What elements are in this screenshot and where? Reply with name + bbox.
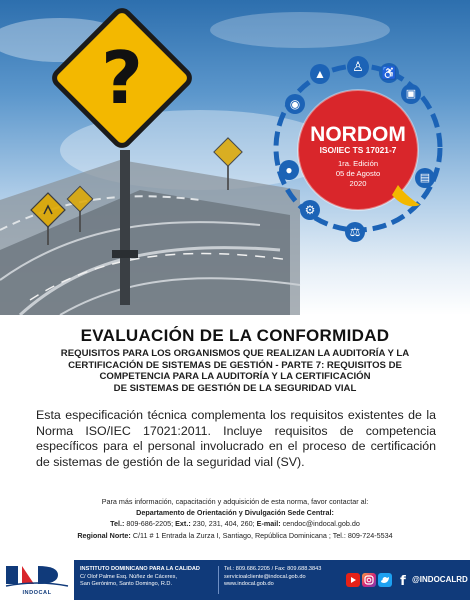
contact-department: Departamento de Orientación y Divulgación Sede Central: [136, 508, 334, 518]
contact-block [8, 496, 462, 541]
youtube-icon[interactable] [346, 573, 360, 587]
indocal-logo [0, 560, 74, 600]
walker-icon: ♙ [347, 56, 369, 78]
badge-edition: 1ra. Edición [337, 159, 379, 168]
subtitle-line: REQUISITOS PARA LOS ORGANISMOS QUE REALIZAN LA AUDITORÍA Y LA [60, 348, 410, 359]
contact-regional: Regional Norte: C/11 # 1 Entrada la Zurza I, Santiago, República Dominicana ; Tel.: 809-724-5534 [77, 530, 393, 540]
footer-bar [0, 560, 470, 600]
contact-email[interactable]: cendoc@indocal.gob.do [280, 519, 360, 529]
badge-name: NORDOM [310, 123, 406, 146]
social-handle[interactable]: @INDOCALRD [412, 575, 468, 584]
instagram-icon[interactable] [362, 573, 376, 587]
svg-text:?: ? [101, 36, 143, 120]
contact-phones: Tel.: 809-686-2205; Ext.: 230, 231, 404, 260; E-mail: cendoc@indocal.gob.do [110, 519, 360, 529]
settings-icon: ⚙ [300, 200, 320, 220]
subtitle-line: COMPETENCIA PARA LA AUDITORÍA Y LA CERTIFICACIÓN [99, 371, 371, 383]
footer-website-link[interactable]: www.indocal.gob.do [224, 581, 274, 588]
footer-email-link[interactable]: servicioalcliente@indocal.gob.do [224, 573, 306, 580]
factory-icon: ▤ [415, 168, 435, 188]
footer-institute: INSTITUTO DOMINICANO PARA LA CALIDAD C/ Olof Palme Esq. Núñez de Cáceres, San Gerónimo, Santo Domingo, R.D. [80, 566, 200, 588]
badge-date: 05 de Agosto [335, 169, 381, 178]
description-paragraph: Esta especificación técnica complementa los requisitos existentes de la Norma ISO/IEC 17021:2011. Incluye requisitos de competencia específicos para el personal involucrado en el proceso de certificación de sistemas de gestión de la seguridad vial (SV). [36, 408, 436, 469]
footer-contact: Tel.: 809.686.2205 / Fax: 809.688.3843 servicioalcliente@indocal.gob.do www.indocal.gob.do [224, 566, 344, 589]
location-pin-icon: ◉ [285, 94, 305, 114]
badge-code: ISO/IEC TS 17021-7 [319, 145, 397, 155]
wheelchair-icon: ♿ [379, 63, 399, 83]
scales-icon: ⚖ [345, 222, 365, 242]
page-title: EVALUACIÓN DE LA CONFORMIDAD [80, 326, 390, 345]
subtitle-line: DE SISTEMAS DE GESTIÓN DE LA SEGURIDAD VIAL [113, 382, 357, 394]
svg-text:f: f [400, 574, 406, 587]
twitter-icon[interactable] [378, 573, 392, 587]
contact-intro: Para más información, capacitación y adquisición de esta norma, favor contactar al: [101, 497, 369, 506]
badge-year: 2020 [349, 179, 367, 188]
person-icon: ● [279, 160, 299, 180]
subtitle-line: CERTIFICACIÓN DE SISTEMAS DE GESTIÓN - PARTE 7: REQUISITOS DE [68, 359, 402, 371]
traffic-icon: ▲ [310, 64, 330, 84]
facebook-icon[interactable] [396, 573, 410, 587]
car-icon: ▣ [401, 84, 421, 104]
page-subtitle [40, 348, 430, 394]
footer-divider [218, 566, 219, 594]
logo-text: INDOCAL [22, 590, 52, 596]
